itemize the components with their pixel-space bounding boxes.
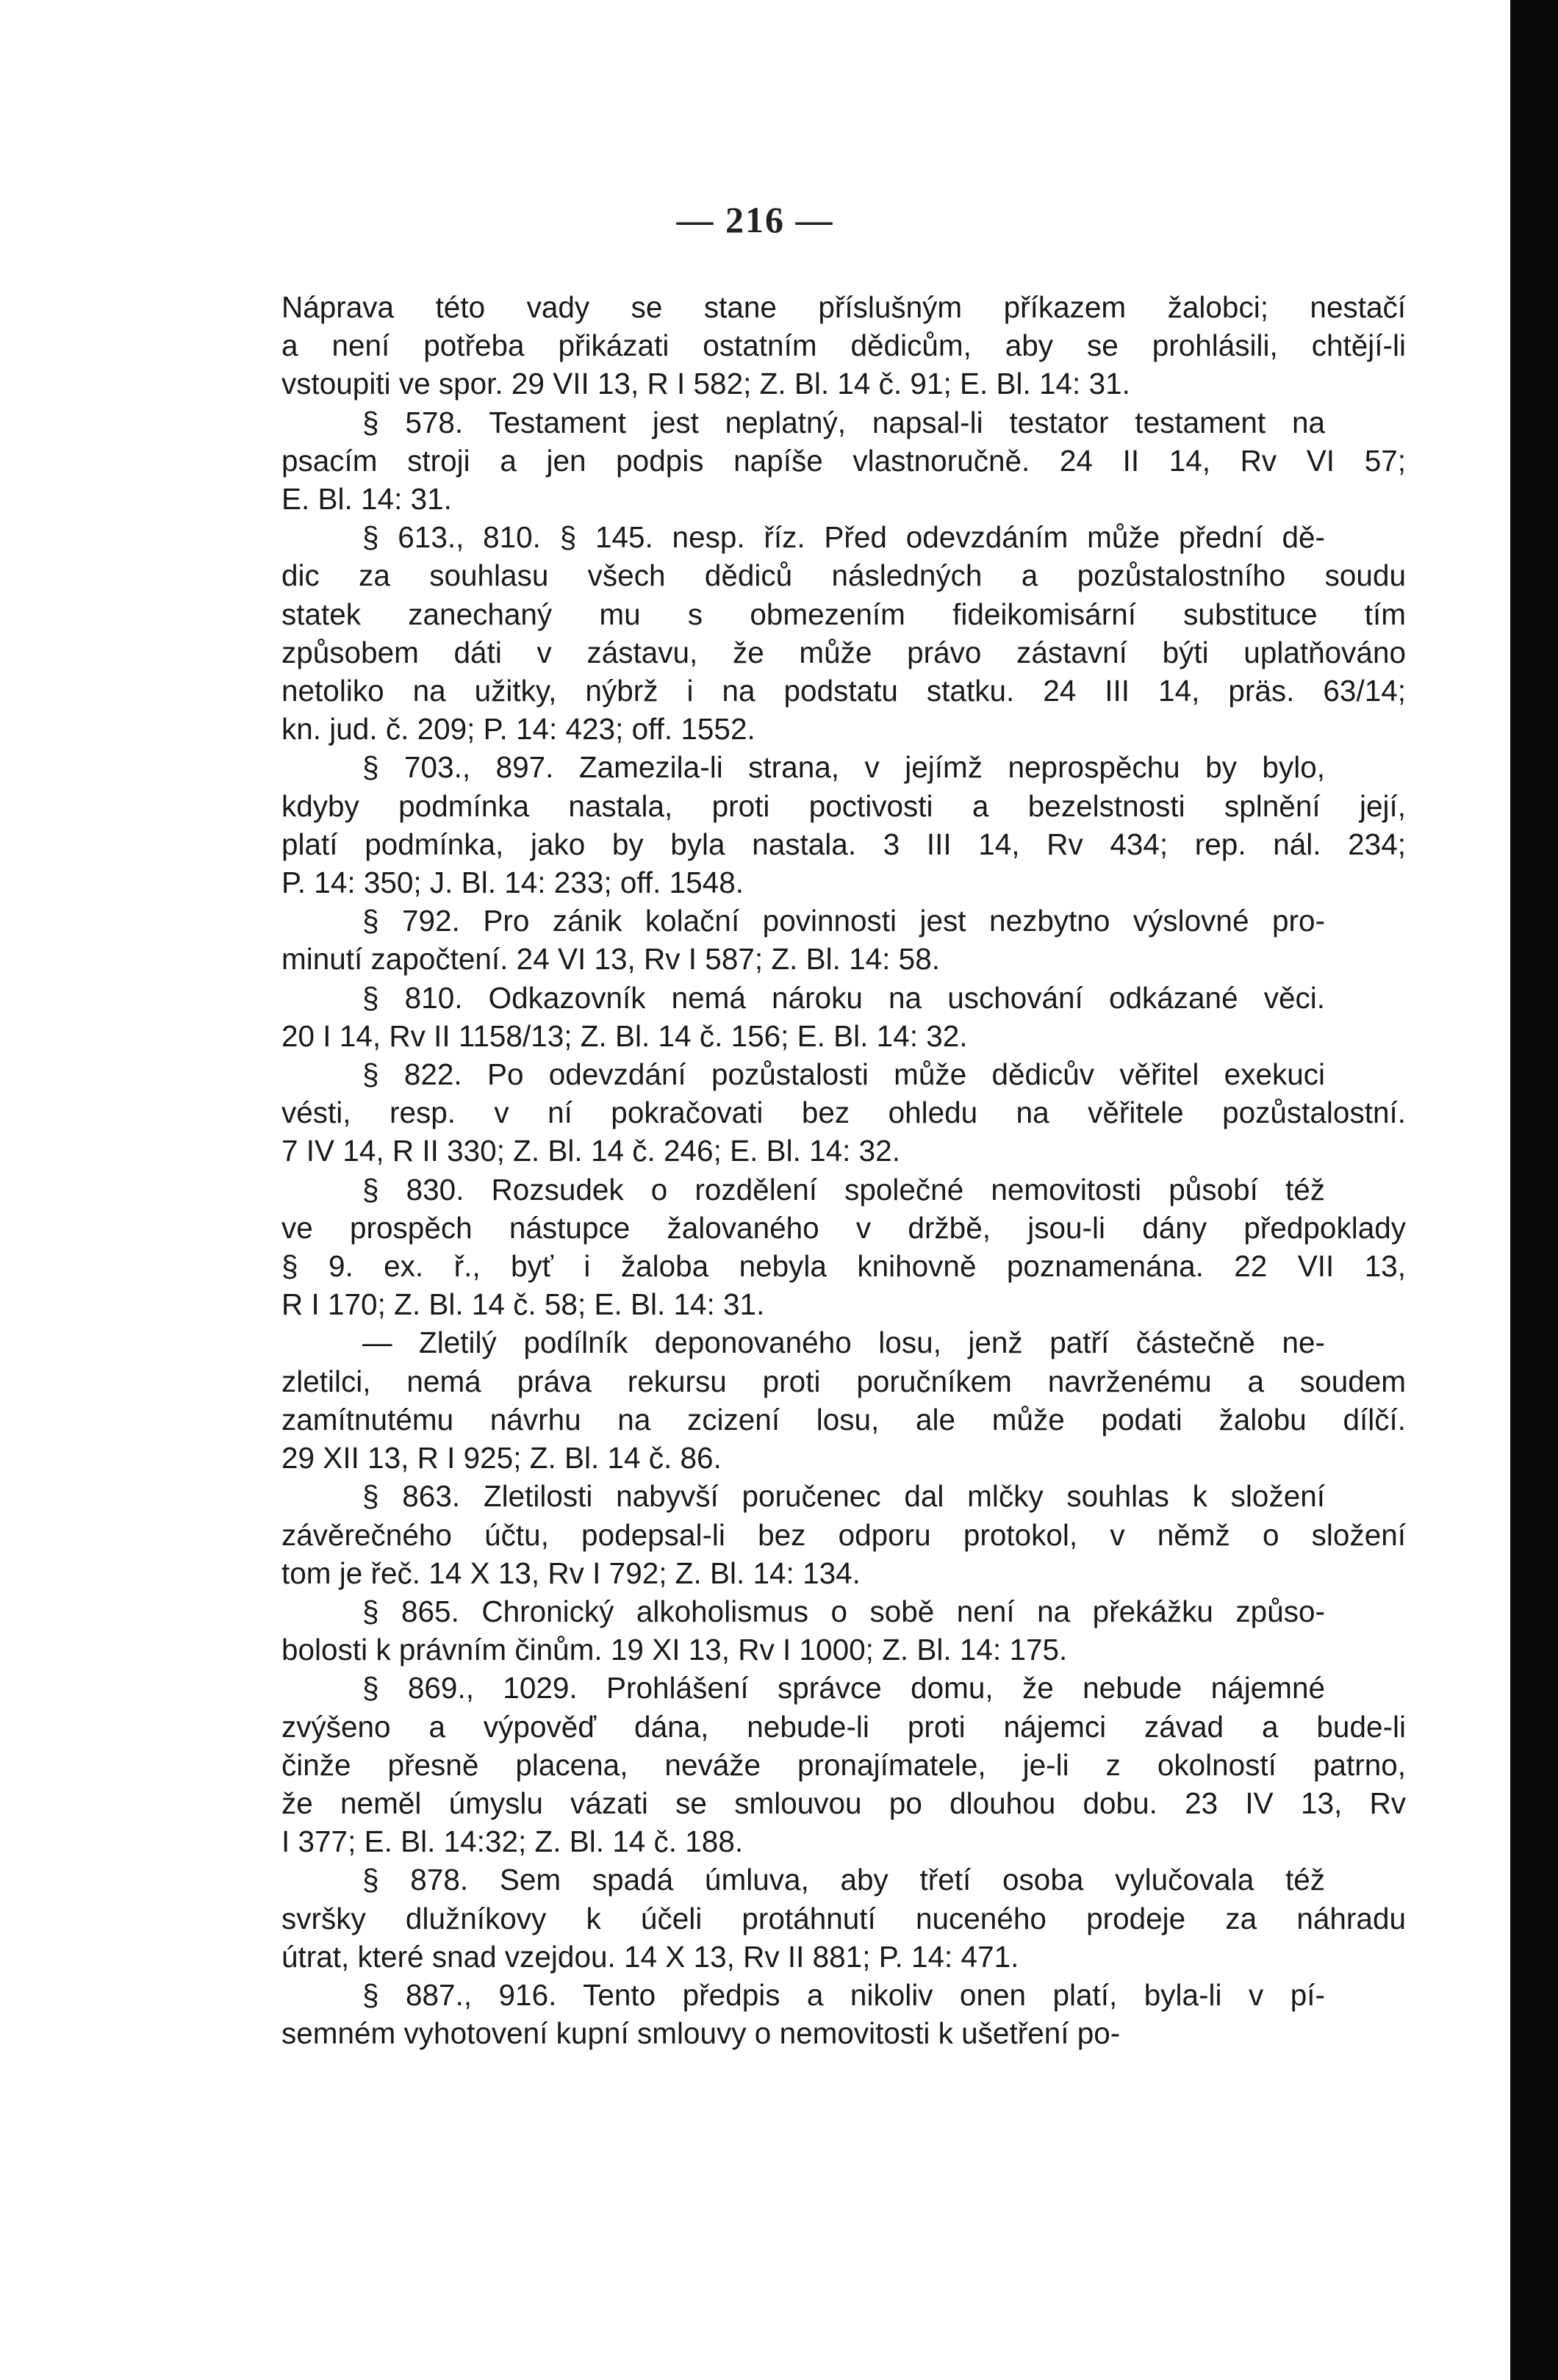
- text-line: 7 IV 14, R II 330; Z. Bl. 14 č. 246; E. Bl. 14: 32.: [281, 1134, 900, 1168]
- text-line: E. Bl. 14: 31.: [281, 482, 452, 517]
- text-line: bolosti k právním činům. 19 XI 13, Rv I 1000; Z. Bl. 14: 175.: [281, 1633, 1068, 1667]
- text-line: § 578. Testament jest neplatný, napsal-li testator testament na: [362, 405, 1325, 439]
- page-number: — 216 —: [676, 199, 834, 240]
- text-line: § 863. Zletilosti nabyvší poručenec dal mlčky souhlas k složení: [362, 1479, 1325, 1514]
- page-text: [281, 288, 1406, 2052]
- text-line: vstoupiti ve spor. 29 VII 13, R I 582; Z. Bl. 14 č. 91; E. Bl. 14: 31.: [281, 367, 1130, 401]
- paragraph: [281, 1976, 1406, 2052]
- text-line: činže přesně placena, neváže pronajímatele, je-li z okolností patrno,: [281, 1747, 1406, 1782]
- text-line: 29 XII 13, R I 925; Z. Bl. 14 č. 86.: [281, 1441, 722, 1475]
- text-line: I 377; E. Bl. 14:32; Z. Bl. 14 č. 188.: [281, 1824, 744, 1859]
- text-line: § 703., 897. Zamezila-li strana, v jejímž neprospěchu by bylo,: [362, 750, 1325, 785]
- text-line: § 792. Pro zánik kolační povinnosti jest nezbytno výslovné pro-: [362, 904, 1325, 938]
- text-line: svršky dlužníkovy k účeli protáhnutí nuceného prodeje za náhradu: [281, 1901, 1406, 1935]
- text-line: zletilci, nemá práva rekursu proti poručníkem navrženému a soudem: [281, 1364, 1406, 1398]
- text-line: vésti, resp. v ní pokračovati bez ohledu na věřitele pozůstalostní.: [281, 1096, 1406, 1130]
- text-line: způsobem dáti v zástavu, že může právo zástavní býti uplatňováno: [281, 635, 1406, 669]
- paragraph: [281, 1323, 1406, 1477]
- text-line: statek zanechaný mu s obmezením fideikomisární substituce tím: [281, 597, 1406, 631]
- text-line: útrat, které snad vzejdou. 14 X 13, Rv II 881; P. 14: 471.: [281, 1939, 1019, 1974]
- text-line: § 865. Chronický alkoholismus o sobě není na překážku způso-: [362, 1594, 1325, 1628]
- text-line: dic za souhlasu všech dědiců následných a pozůstalostního soudu: [281, 558, 1406, 593]
- text-line: § 869., 1029. Prohlášení správce domu, že nebude nájemné: [362, 1671, 1325, 1705]
- text-line: § 822. Po odevzdání pozůstalosti může dědicův věřitel exekuci: [362, 1057, 1325, 1092]
- paragraph: [281, 1171, 1406, 1324]
- text-line: § 878. Sem spadá úmluva, aby třetí osoba vylučovala též: [362, 1863, 1325, 1897]
- text-line: kn. jud. č. 209; P. 14: 423; off. 1552.: [281, 712, 755, 747]
- paragraph: [281, 1055, 1406, 1171]
- text-line: § 613., 810. § 145. nesp. říz. Před odevzdáním může přední dě-: [362, 520, 1325, 555]
- text-line: Náprava této vady se stane příslušným příkazem žalobci; nestačí: [281, 290, 1406, 324]
- text-line: 20 I 14, Rv II 1158/13; Z. Bl. 14 č. 156; E. Bl. 14: 32.: [281, 1018, 968, 1053]
- text-line: a není potřeba přikázati ostatním dědicům, aby se prohlásili, chtějí-li: [281, 328, 1406, 363]
- text-line: že neměl úmyslu vázati se smlouvou po dlouhou dobu. 23 IV 13, Rv: [281, 1786, 1406, 1820]
- text-line: zamítnutému návrhu na zcizení losu, ale může podati žalobu dílčí.: [281, 1402, 1406, 1437]
- text-line: platí podmínka, jako by byla nastala. 3 III 14, Rv 434; rep. nál. 234;: [281, 827, 1406, 861]
- text-line: P. 14: 350; J. Bl. 14: 233; off. 1548.: [281, 866, 744, 900]
- text-line: psacím stroji a jen podpis napíše vlastnoručně. 24 II 14, Rv VI 57;: [281, 443, 1406, 478]
- text-line: závěrečného účtu, podepsal-li bez odporu protokol, v němž o složení: [281, 1517, 1406, 1552]
- text-line: semném vyhotovení kupní smlouvy o nemovitosti k ušetření po-: [281, 2016, 1121, 2051]
- paragraph: [281, 1861, 1406, 1976]
- paragraph: [281, 748, 1406, 902]
- text-line: zvýšeno a výpověď dána, nebude-li proti nájemci závad a bude-li: [281, 1709, 1406, 1744]
- text-line: netoliko na užitky, nýbrž i na podstatu statku. 24 III 14, präs. 63/14;: [281, 674, 1406, 708]
- text-line: § 830. Rozsudek o rozdělení společné nemovitosti působí též: [362, 1172, 1325, 1207]
- text-line: § 810. Odkazovník nemá nároku na uschování odkázané věci.: [362, 980, 1325, 1015]
- text-line: § 9. ex. ř., byť i žaloba nebyla knihovně poznamenána. 22 VII 13,: [281, 1249, 1406, 1284]
- text-line: minutí započtení. 24 VI 13, Rv I 587; Z. Bl. 14: 58.: [281, 942, 940, 977]
- paragraph: [281, 288, 1406, 403]
- paragraph: [281, 1669, 1406, 1861]
- text-line: ve prospěch nástupce žalovaného v držbě, jsou-li dány předpoklady: [281, 1210, 1406, 1245]
- paragraph: [281, 403, 1406, 519]
- paragraph: [281, 1477, 1406, 1592]
- text-line: § 887., 916. Tento předpis a nikoliv onen platí, byla-li v pí-: [362, 1977, 1325, 2012]
- text-line: — Zletilý podílník deponovaného losu, jenž patří částečně ne-: [362, 1326, 1325, 1360]
- text-line: kdyby podmínka nastala, proti poctivosti a bezelstnosti splnění její,: [281, 788, 1406, 823]
- paragraph: [281, 518, 1406, 748]
- binding-edge: [1510, 0, 1558, 2380]
- text-line: R I 170; Z. Bl. 14 č. 58; E. Bl. 14: 31.: [281, 1287, 765, 1322]
- paragraph: [281, 979, 1406, 1055]
- paragraph: [281, 902, 1406, 978]
- text-line: tom je řeč. 14 X 13, Rv I 792; Z. Bl. 14: 134.: [281, 1556, 861, 1590]
- paragraph: [281, 1592, 1406, 1669]
